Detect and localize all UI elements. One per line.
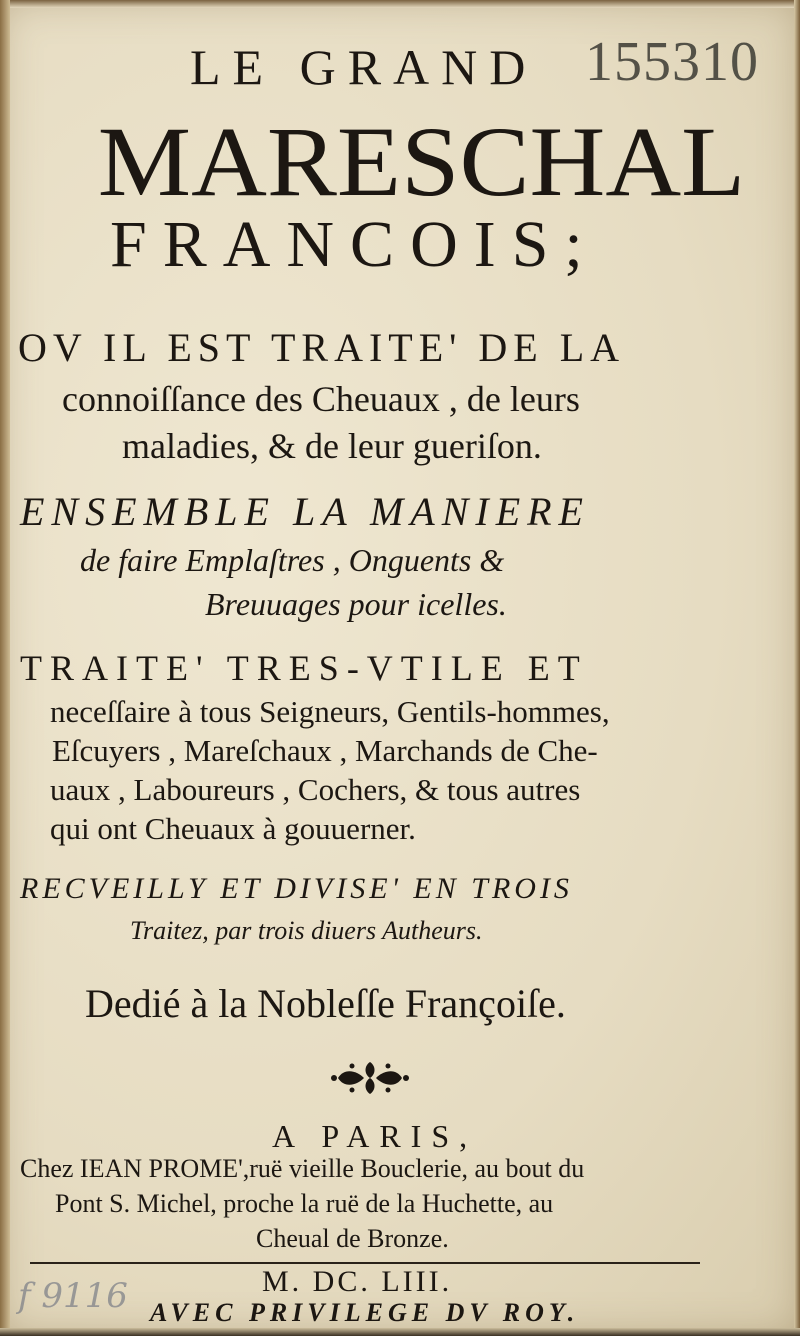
subtitle-line-faire: de faire Emplaſtres , Onguents & [80, 542, 505, 578]
page-edge-bottom [0, 1328, 800, 1336]
subtitle-line-traitez: Traitez, par trois diuers Autheurs. [130, 916, 483, 945]
imprint-printer-line: Chez IEAN PROME',ruë vieille Bouclerie, au bout du [20, 1154, 585, 1183]
subtitle-line-traite: TRAITE' TRES-VTILE ET [20, 648, 588, 688]
subtitle-line-connoissance: connoiſſance des Cheuaux , de leurs [62, 379, 580, 419]
horizontal-rule [30, 1262, 700, 1264]
imprint-address-line: Pont S. Michel, proche la ruë de la Huchette, au [55, 1189, 554, 1218]
subtitle-line-escuyers: Eſcuyers , Mareſchaux , Marchands de Che- [52, 733, 598, 768]
subtitle-line-recueilly: RECVEILLY ET DIVISE' EN TROIS [20, 872, 573, 905]
imprint-date: M. DC. LIII. [262, 1265, 453, 1298]
page-edge-top [0, 0, 800, 8]
imprint-city: A PARIS, [272, 1118, 478, 1154]
subtitle-line-ov: OV IL EST TRAITE' DE LA [18, 325, 626, 370]
manuscript-note: f 9116 [18, 1276, 128, 1316]
title-line-mareschal: MARESCHAL [97, 106, 746, 217]
subtitle-line-qui: qui ont Cheuaux à gouuerner. [50, 811, 416, 846]
subtitle-line-breuuages: Breuuages pour icelles. [205, 586, 507, 622]
printer-ornament-icon [330, 1056, 410, 1100]
imprint-sign-line: Cheual de Bronze. [256, 1224, 449, 1253]
privilege-line: AVEC PRIVILEGE DV ROY. [150, 1298, 580, 1327]
subtitle-line-uaux: uaux , Laboureurs , Cochers, & tous autres [50, 772, 581, 807]
subtitle-line-maladies: maladies, & de leur gueriſon. [122, 426, 542, 466]
subtitle-line-ensemble: ENSEMBLE LA MANIERE [20, 489, 590, 534]
dedication-line: Dedié à la Nobleſſe Françoiſe. [85, 981, 566, 1026]
shelfmark-stamp: 155310 [585, 31, 759, 93]
subtitle-line-necessaire: neceſſaire à tous Seigneurs, Gentils-hommes, [50, 694, 610, 729]
title-line-francois: FRANCOIS; [110, 208, 599, 281]
title-line-grand: LE GRAND [190, 39, 538, 95]
page-edge-left [0, 0, 10, 1336]
